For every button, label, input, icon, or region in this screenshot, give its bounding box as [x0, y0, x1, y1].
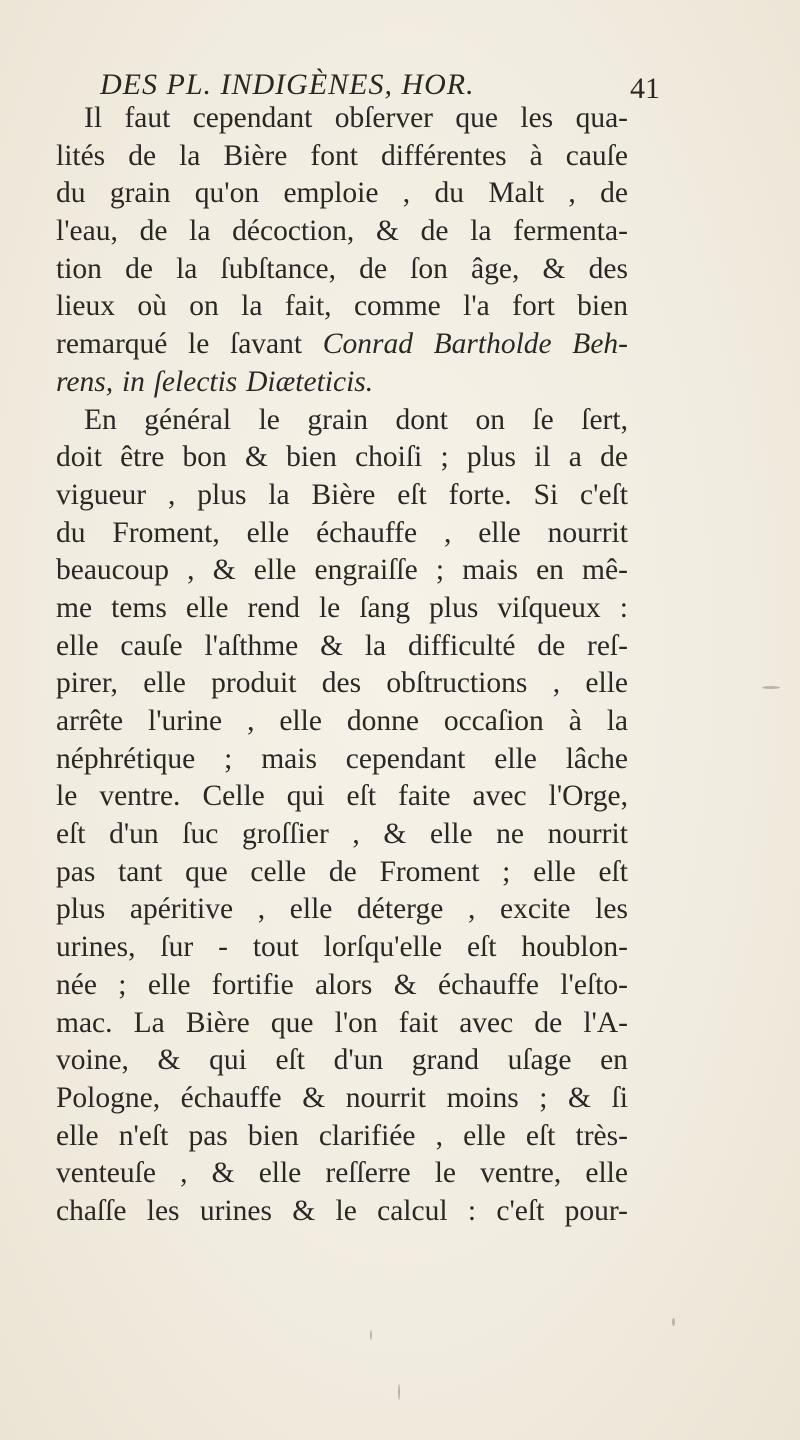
word: urines — [199, 1194, 272, 1227]
word: cauſe — [120, 629, 183, 662]
text-line — [56, 891, 628, 929]
word: , — [168, 478, 176, 511]
text-line — [56, 175, 628, 213]
word: fortifie — [211, 968, 294, 1001]
word: ſe — [532, 403, 554, 436]
word: le — [56, 780, 78, 813]
word: ne — [496, 818, 524, 851]
word: , — [352, 818, 360, 851]
word: , — [468, 893, 476, 926]
word: plus — [466, 441, 517, 474]
word: rens, — [56, 365, 114, 398]
word: de — [359, 252, 388, 285]
word: faut — [124, 102, 171, 134]
word: n'eſt — [118, 1119, 169, 1152]
word: de — [534, 1006, 563, 1039]
word: ſon — [410, 252, 448, 285]
word: , — [180, 1157, 188, 1190]
word: elle — [258, 1157, 302, 1190]
word: elle — [585, 1157, 628, 1190]
word: urines, — [56, 931, 136, 964]
text-line — [56, 326, 628, 364]
word: uſage — [507, 1044, 572, 1077]
text-line — [56, 590, 628, 628]
word: & — [244, 441, 268, 474]
word: elle — [289, 893, 333, 926]
word: & — [393, 968, 417, 1001]
word: d'un — [109, 818, 159, 851]
word: chaſſe — [56, 1194, 127, 1227]
word: qui — [286, 780, 325, 813]
word: & — [302, 1081, 326, 1114]
word: en — [536, 554, 564, 587]
word: l'eau, — [56, 215, 118, 248]
word: qui — [209, 1044, 247, 1077]
word: - — [218, 931, 228, 964]
word: eſt — [397, 478, 427, 511]
word: ; — [539, 1081, 548, 1114]
word: bon — [182, 441, 227, 474]
word: la — [606, 705, 628, 737]
running-head: DES PL. INDIGÈNES, HOR. — [100, 68, 475, 101]
word: que — [270, 1006, 314, 1039]
word: occaſion — [443, 705, 544, 737]
word: différentes — [380, 139, 507, 172]
word: les — [520, 102, 554, 134]
word: Conrad — [322, 328, 413, 361]
word: Bière — [223, 139, 288, 172]
word: venteuſe — [56, 1157, 156, 1190]
word: Beh- — [572, 328, 628, 361]
word: eſt — [598, 855, 628, 888]
word: : — [467, 1194, 477, 1227]
word: lorſqu'elle — [323, 931, 443, 964]
word: , — [257, 893, 266, 926]
word: beaucoup — [56, 554, 170, 587]
word: Bière — [185, 1006, 250, 1039]
word: clarifiée — [318, 1119, 416, 1152]
word: arrête — [56, 705, 124, 737]
text-line — [56, 1080, 628, 1118]
word: difficulté — [407, 629, 516, 662]
paper-speck — [762, 686, 780, 689]
word: le — [434, 1157, 457, 1190]
word: qua- — [575, 102, 628, 134]
word: où — [137, 290, 167, 323]
text-line — [56, 138, 628, 176]
text-line — [56, 251, 628, 289]
word: , — [435, 1119, 443, 1152]
word: de — [600, 177, 628, 210]
word: l'A- — [583, 1006, 628, 1039]
word: la — [179, 139, 201, 172]
word: le — [335, 1194, 357, 1227]
word: la — [470, 215, 492, 248]
word: tion — [56, 252, 102, 285]
word: groſſier — [241, 818, 329, 851]
word: de — [537, 629, 566, 662]
word: les — [595, 893, 628, 926]
text-line — [56, 364, 628, 402]
word: Pologne, — [56, 1081, 161, 1114]
word: elle — [185, 591, 229, 624]
word: dont — [395, 403, 448, 436]
word: mê- — [582, 554, 628, 587]
word: décoction, — [232, 215, 355, 248]
word: fort — [512, 290, 555, 323]
word: l'eſto- — [560, 968, 628, 1001]
word: nourrit — [345, 1081, 427, 1114]
word: les — [146, 1194, 180, 1227]
word: elle — [56, 629, 99, 662]
word: des — [588, 252, 628, 285]
word: lâche — [565, 742, 628, 775]
word: Bière — [311, 478, 376, 511]
word: tems — [111, 591, 167, 624]
text-line — [56, 1193, 628, 1231]
word: obſtructions — [386, 667, 528, 700]
word: font — [310, 139, 358, 172]
text-line — [56, 213, 628, 251]
word: la — [364, 629, 387, 662]
word: , — [552, 667, 561, 700]
word: l'on — [334, 1006, 378, 1039]
word: mais — [261, 742, 317, 775]
word: la — [176, 252, 198, 285]
word: vigueur — [56, 478, 147, 511]
text-line — [56, 515, 628, 553]
word: elle — [279, 705, 322, 737]
word: l'urine — [148, 705, 223, 737]
word: doit — [56, 441, 102, 474]
word: ſavant — [230, 328, 303, 361]
word: d'un — [333, 1044, 384, 1077]
word: ſelectis — [153, 365, 238, 398]
text-line — [56, 628, 628, 666]
word: à — [568, 705, 582, 737]
word: cependant — [345, 742, 466, 775]
text-line — [56, 665, 628, 703]
word: & — [212, 554, 236, 587]
word: eſt — [466, 931, 497, 964]
word: & — [292, 1194, 316, 1227]
paper-speck — [370, 1330, 372, 1340]
text-line — [56, 552, 628, 590]
word: bien — [286, 441, 337, 474]
word: ſubſtance, — [220, 252, 337, 285]
word: pas — [188, 1119, 228, 1152]
word: houblon- — [521, 931, 628, 964]
word: reſ- — [587, 629, 628, 662]
word: , — [443, 516, 452, 549]
word: avec — [472, 780, 527, 813]
word: alors — [315, 968, 373, 1001]
word: reſſerre — [325, 1157, 411, 1190]
word: née — [56, 968, 97, 1001]
word: qu'on — [194, 177, 260, 210]
word: pour- — [564, 1194, 628, 1227]
word: Froment — [379, 855, 480, 888]
word: Malt — [488, 177, 545, 210]
word: du — [56, 177, 86, 210]
word: , — [568, 177, 576, 210]
text-line — [56, 778, 628, 816]
word: ventre. — [99, 780, 181, 813]
word: du — [56, 516, 86, 549]
word: & — [211, 1157, 235, 1190]
word: lieux — [56, 290, 115, 323]
word: La — [133, 1006, 165, 1039]
text-line — [56, 477, 628, 515]
text-line — [56, 288, 628, 326]
paper-speck — [672, 1318, 675, 1326]
word: tant — [118, 855, 163, 888]
word: & — [157, 1044, 181, 1077]
word: âge, — [471, 252, 520, 285]
word: du — [434, 177, 464, 210]
word: on — [189, 290, 219, 323]
word: , — [402, 177, 411, 210]
word: échauffe — [316, 516, 418, 549]
word: de — [328, 855, 357, 888]
word: que — [185, 855, 228, 888]
word: forte. — [448, 478, 512, 511]
word: plus — [429, 591, 479, 624]
word: , — [187, 554, 195, 587]
word: elle — [246, 516, 290, 549]
word: ; — [440, 441, 449, 474]
word: de — [128, 139, 157, 172]
word: elle — [429, 818, 473, 851]
word: rend — [247, 591, 300, 624]
body-text — [56, 100, 628, 1231]
word: calcul — [377, 1194, 448, 1227]
word: & — [383, 818, 407, 851]
word: que — [455, 102, 498, 134]
word: En — [84, 403, 117, 436]
word: apéritive — [129, 893, 234, 926]
word: remarqué — [56, 328, 168, 361]
word: fait — [398, 1006, 439, 1039]
word: nourrit — [547, 818, 628, 851]
word: l'Orge, — [548, 780, 628, 813]
word: très- — [575, 1119, 628, 1152]
word: il — [534, 441, 551, 474]
word: bien — [577, 290, 628, 323]
word: pas — [56, 855, 96, 888]
word: bien — [247, 1119, 299, 1152]
word: grain — [307, 403, 369, 436]
text-line — [56, 1155, 628, 1193]
word: & — [568, 1081, 591, 1114]
text-line — [56, 741, 628, 779]
word: avec — [459, 1006, 514, 1039]
word: néphrétique — [56, 742, 196, 775]
text-line — [56, 100, 628, 138]
word: moins — [446, 1081, 519, 1114]
word: elle — [533, 855, 576, 888]
text-line — [56, 1042, 628, 1080]
word: ; — [502, 855, 511, 888]
word: de — [420, 215, 449, 248]
word: grain — [109, 177, 171, 210]
word: mais — [462, 554, 518, 587]
word: Diæteticis. — [246, 365, 374, 398]
word: eſt — [275, 1044, 305, 1077]
word: de — [600, 441, 628, 474]
word: Bartholde — [433, 328, 552, 361]
word: a — [568, 441, 582, 474]
word: & — [542, 252, 566, 285]
word: voine, — [56, 1044, 129, 1077]
word: plus — [56, 893, 106, 926]
word: eſt — [525, 1119, 556, 1152]
word: Si — [533, 478, 559, 511]
word: celle — [250, 855, 307, 888]
word: elle — [463, 1119, 506, 1152]
text-line — [56, 1118, 628, 1156]
word: , — [247, 705, 255, 737]
word: ; — [435, 554, 445, 587]
word: ſert, — [581, 403, 628, 436]
word: ſur — [160, 931, 194, 964]
word: échauffe — [180, 1081, 282, 1114]
word: pirer, — [56, 667, 118, 700]
word: eſt — [346, 780, 377, 813]
word: cependant — [192, 102, 313, 134]
word: in — [121, 365, 145, 398]
word: ſi — [611, 1081, 628, 1114]
text-line — [56, 816, 628, 854]
word: elle — [478, 516, 521, 549]
word: général — [144, 403, 232, 436]
word: à — [529, 139, 543, 172]
word: en — [600, 1044, 628, 1077]
word: ; — [224, 742, 233, 775]
word: le — [258, 403, 280, 436]
word: obſerver — [334, 102, 433, 134]
word: fait, — [284, 290, 332, 323]
text-line — [56, 854, 628, 892]
text-line — [56, 703, 628, 741]
word: donne — [346, 705, 419, 737]
word: : — [619, 591, 628, 624]
word: Celle — [202, 780, 265, 813]
word: échauffe — [438, 968, 539, 1001]
word: cauſe — [565, 139, 628, 172]
word: Il — [84, 102, 103, 134]
text-line — [56, 402, 628, 440]
word: engraiſſe — [314, 554, 418, 587]
word: c'eſt — [496, 1194, 545, 1227]
word: & — [320, 629, 344, 662]
word: choiſi — [355, 441, 423, 474]
word: elle — [585, 667, 628, 700]
word: viſqueux — [497, 591, 601, 624]
word: elle — [147, 968, 191, 1001]
word: ſuc — [182, 818, 219, 851]
word: la — [241, 290, 263, 323]
word: & — [375, 215, 399, 248]
word: ſang — [359, 591, 411, 624]
word: l'aſthme — [204, 629, 299, 662]
text-line — [56, 967, 628, 1005]
word: grand — [411, 1044, 479, 1077]
text-line — [56, 929, 628, 967]
page-number: 41 — [630, 72, 660, 105]
word: elle — [56, 1119, 99, 1152]
paper-speck — [398, 1384, 400, 1400]
word: mac. — [56, 1006, 113, 1039]
word: l'a — [463, 290, 490, 323]
word: le — [318, 591, 341, 624]
word: produit — [211, 667, 297, 700]
word: de — [125, 252, 153, 285]
text-line — [56, 1005, 628, 1043]
word: ventre, — [480, 1157, 562, 1190]
word: plus — [197, 478, 247, 511]
word: elle — [253, 554, 297, 587]
word: elle — [143, 667, 186, 700]
word: comme — [353, 290, 441, 323]
word: des — [321, 667, 362, 700]
word: nourrit — [547, 516, 628, 549]
word: la — [189, 215, 211, 248]
word: être — [120, 441, 165, 474]
word: le — [188, 328, 210, 361]
word: eſt — [56, 818, 86, 851]
word: me — [56, 591, 93, 624]
word: déterge — [357, 893, 444, 926]
word: de — [139, 215, 168, 248]
word: faite — [398, 780, 451, 813]
word: tout — [252, 931, 299, 964]
word: emploie — [283, 177, 379, 210]
word: Froment, — [112, 516, 220, 549]
word: elle — [494, 742, 537, 775]
word: lités — [56, 139, 106, 172]
word: ; — [118, 968, 127, 1001]
word: c'eſt — [580, 478, 628, 511]
text-line — [56, 439, 628, 477]
word: fermenta- — [513, 215, 628, 248]
word: la — [268, 478, 290, 511]
word: on — [475, 403, 505, 436]
word: excite — [500, 893, 571, 926]
